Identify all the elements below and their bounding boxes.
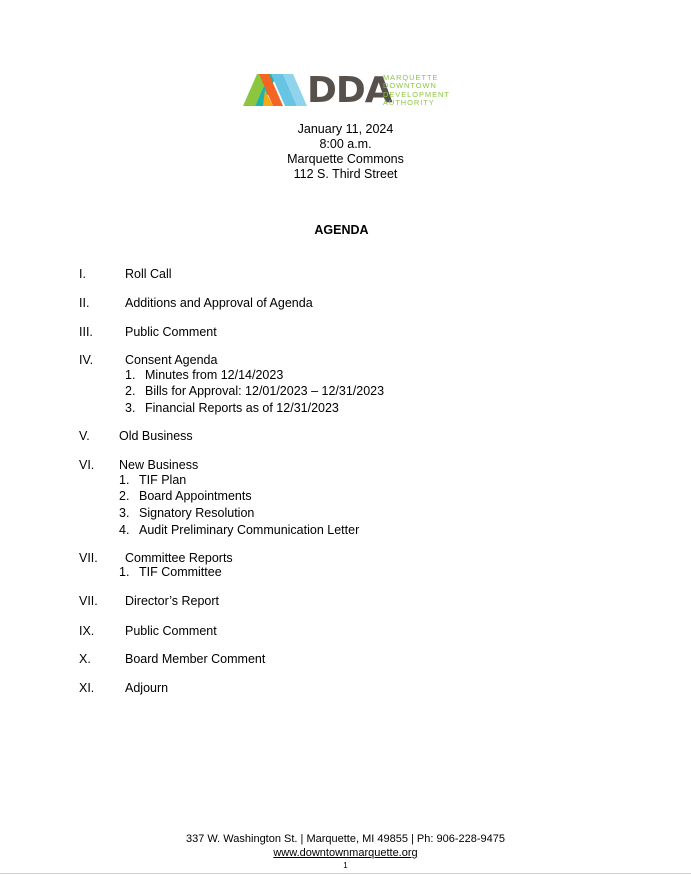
- agenda-subitem-number: 3.: [125, 401, 136, 415]
- agenda-item-number: IV.: [79, 353, 94, 367]
- page-divider: [0, 873, 691, 874]
- agenda-item-label: Director’s Report: [125, 594, 220, 608]
- meeting-venue: Marquette Commons: [287, 152, 404, 166]
- agenda-item-number: VI.: [79, 458, 95, 472]
- agenda-item-label: New Business: [119, 458, 199, 472]
- dda-mountain-icon: [243, 72, 307, 108]
- agenda-item-label: Board Member Comment: [125, 652, 266, 666]
- agenda-item-label: Old Business: [119, 429, 193, 443]
- logo-tagline: MARQUETTE DOWNTOWN DEVELOPMENT AUTHORITY: [383, 73, 450, 107]
- agenda-subitem-number: 2.: [125, 384, 136, 398]
- agenda-subitem-text: Bills for Approval: 12/01/2023 – 12/31/2023: [145, 384, 385, 398]
- agenda-item-label: Roll Call: [125, 267, 172, 281]
- agenda-title: AGENDA: [314, 223, 369, 237]
- website-link[interactable]: www.downtownmarquette.org: [273, 847, 418, 859]
- agenda-subitem-number: 1.: [119, 473, 130, 487]
- agenda-item-label: Consent Agenda: [125, 353, 218, 367]
- agenda-subitem-number: 2.: [119, 489, 130, 503]
- agenda-item-label: Public Comment: [125, 325, 217, 339]
- meeting-date: January 11, 2024: [297, 122, 394, 136]
- agenda-subitem-text: Signatory Resolution: [139, 506, 255, 520]
- agenda-subitem-number: 1.: [119, 565, 130, 579]
- footer-website-row: [0, 847, 691, 860]
- agenda-subitem-text: Minutes from 12/14/2023: [145, 368, 284, 382]
- agenda-item-number: VII.: [79, 551, 98, 565]
- page-number: 1: [343, 861, 348, 870]
- agenda-subitem-text: Board Appointments: [139, 489, 252, 503]
- agenda-item-number: XI.: [79, 681, 95, 695]
- agenda-item-number: III.: [79, 325, 93, 339]
- agenda-subitem-text: Audit Preliminary Communication Letter: [139, 523, 360, 537]
- agenda-subitem-text: Financial Reports as of 12/31/2023: [145, 401, 339, 415]
- agenda-item-number: II.: [79, 296, 90, 310]
- agenda-item-label: Additions and Approval of Agenda: [125, 296, 313, 310]
- agenda-subitem-number: 1.: [125, 368, 136, 382]
- agenda-item-number: IX.: [79, 624, 95, 638]
- agenda-item-number: I.: [79, 267, 86, 281]
- meeting-header: [0, 122, 691, 182]
- agenda-item-label: Public Comment: [125, 624, 217, 638]
- agenda-item-number: X.: [79, 652, 91, 666]
- agenda-item-label: Committee Reports: [125, 551, 233, 565]
- footer-address: 337 W. Washington St. | Marquette, MI 49855 | Ph: 906-228-9475: [186, 833, 505, 845]
- agenda-subitem-number: 3.: [119, 506, 130, 520]
- logo-wordmark: DDA: [307, 70, 392, 111]
- agenda-subitem-text: TIF Committee: [139, 565, 222, 579]
- meeting-address: 112 S. Third Street: [293, 167, 398, 181]
- agenda-subitem-text: TIF Plan: [139, 473, 187, 487]
- meeting-time: 8:00 a.m.: [319, 137, 372, 151]
- agenda-item-number: V.: [79, 429, 90, 443]
- dda-logo: [243, 72, 453, 110]
- agenda-item-label: Adjourn: [125, 681, 169, 695]
- agenda-subitem-number: 4.: [119, 523, 130, 537]
- agenda-item-number: VII.: [79, 594, 98, 608]
